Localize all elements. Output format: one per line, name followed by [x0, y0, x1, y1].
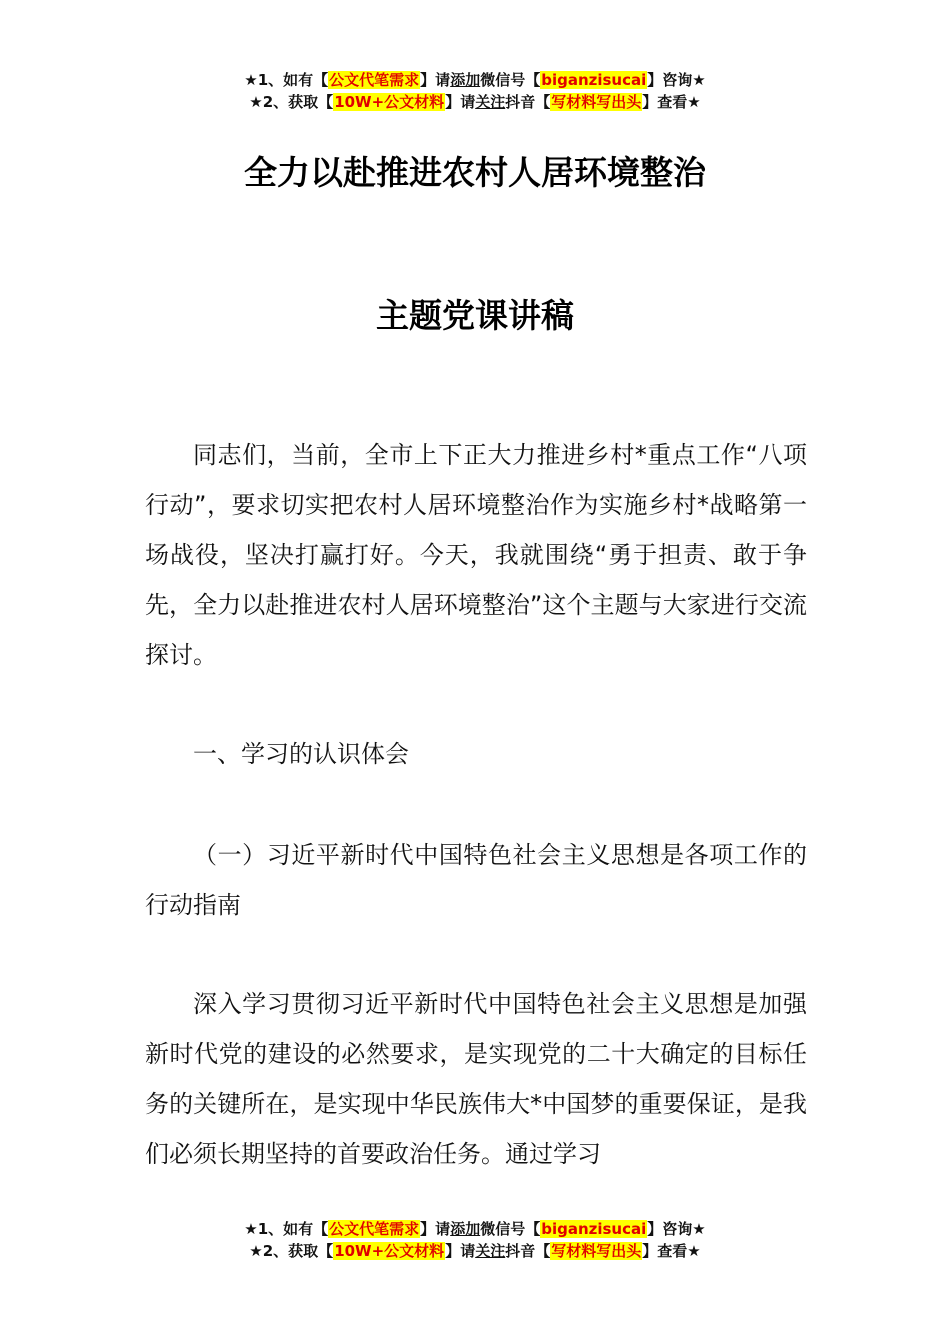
footer-banner-line-2: ★2、获取【10W+公文材料】请关注抖音【写材料写出头】查看★ — [249, 1242, 701, 1260]
highlight-wechat-id: biganzisucai — [541, 71, 647, 89]
body-paragraph: 深入学习贯彻习近平新时代中国特色社会主义思想是加强新时代党的建设的必然要求，是实现党的二十大确定的目标任务的关键所在，是实现中华民族伟大*中国梦的重要保证，是我们必须长期坚持的首要政治任务。通过学习 — [145, 990, 807, 1168]
footer-banner-line-1: ★1、如有【公文代笔需求】请添加微信号【biganzisucai】咨询★ — [244, 1220, 706, 1238]
document-title-line-1: 全力以赴推进农村人居环境整治 — [244, 153, 706, 192]
highlight-douyin-account: 写材料写出头 — [551, 93, 642, 111]
banner-line-1: ★1、如有【公文代笔需求】请添加微信号【biganzisucai】咨询★ — [244, 71, 706, 89]
body-section-heading-2 — [145, 830, 807, 930]
highlight-wechat-id: biganzisucai — [541, 1220, 647, 1238]
body-section-heading-1 — [145, 729, 807, 779]
body-section-intro — [145, 430, 807, 680]
highlight-materials: 10W+公文材料 — [334, 93, 445, 111]
banner-line-2: ★2、获取【10W+公文材料】请关注抖音【写材料写出头】查看★ — [249, 93, 701, 111]
highlight-douyin-account: 写材料写出头 — [551, 1242, 642, 1260]
intro-paragraph: 同志们，当前，全市上下正大力推进乡村*重点工作“八项行动”，要求切实把农村人居环境整治作为实施乡村*战略第一场战役，坚决打赢打好。今天，我就围绕“勇于担责、敢于争先，全力以赴推进农村人居环境整治”这个主题与大家进行交流探讨。 — [145, 441, 807, 669]
subsection-heading: （一）习近平新时代中国特色社会主义思想是各项工作的行动指南 — [145, 841, 807, 919]
highlight-service: 公文代笔需求 — [329, 1220, 420, 1238]
document-title-line-2: 主题党课讲稿 — [376, 296, 574, 335]
highlight-materials: 10W+公文材料 — [334, 1242, 445, 1260]
section-heading: 一、学习的认识体会 — [193, 740, 409, 768]
body-section-paragraph-2 — [145, 979, 807, 1179]
highlight-service: 公文代笔需求 — [329, 71, 420, 89]
header-banner — [0, 69, 950, 113]
footer-banner — [0, 1218, 950, 1262]
